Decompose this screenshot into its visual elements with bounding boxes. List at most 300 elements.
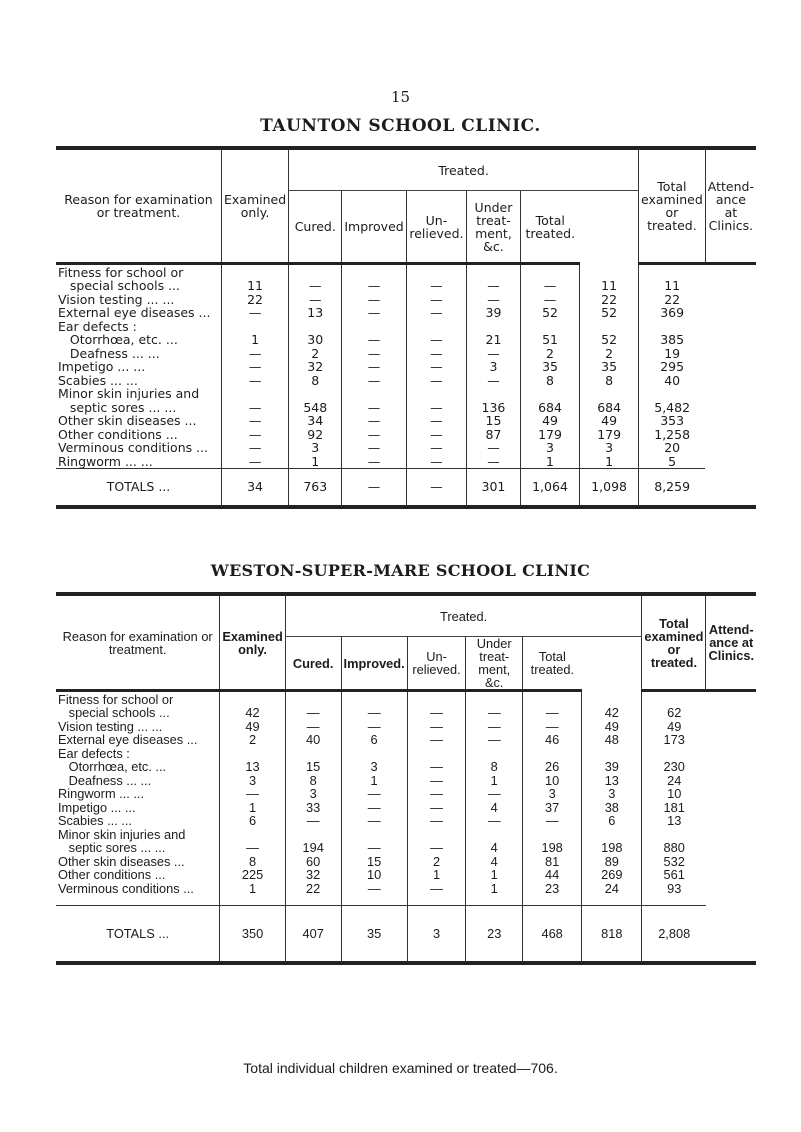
cell: 2: [580, 346, 639, 360]
cell: 10: [523, 773, 582, 787]
cell: —: [341, 719, 407, 733]
cell: 22: [639, 292, 706, 306]
cell: —: [221, 414, 288, 428]
cell: 6: [582, 814, 642, 828]
cell: 20: [639, 441, 706, 455]
header-total-treated: Total treated.: [523, 637, 582, 691]
table-row: [56, 814, 756, 828]
cell: 62: [642, 706, 706, 720]
row-reason: Scabies ... ...: [58, 372, 138, 388]
cell: —: [407, 881, 466, 895]
row-reason: Ear defects :: [58, 745, 130, 761]
cell: —: [406, 373, 466, 387]
cell: 8: [220, 854, 285, 868]
row-reason: Fitness for school or: [58, 691, 174, 707]
cell: —: [342, 360, 406, 374]
weston-clinic-title: WESTON-SUPER-MARE SCHOOL CLINIC: [210, 561, 591, 580]
table-row: [56, 719, 756, 733]
row-reason: Minor skin injuries and: [58, 386, 200, 401]
cell: 2,808: [642, 905, 706, 963]
cell: [467, 319, 521, 333]
cell: 6: [341, 733, 407, 747]
cell: 295: [639, 360, 706, 374]
cell: —: [341, 841, 407, 855]
cell: 37: [523, 800, 582, 814]
cell: [221, 264, 288, 279]
cell: 3: [341, 760, 407, 774]
cell: —: [220, 841, 285, 855]
cell: 51: [520, 333, 579, 347]
table-row: [56, 427, 756, 441]
cell: [639, 387, 706, 401]
cell: 21: [467, 333, 521, 347]
cell: 369: [639, 306, 706, 320]
cell: [342, 319, 406, 333]
cell: 225: [220, 868, 285, 882]
cell: [520, 264, 579, 279]
cell: 32: [285, 868, 341, 882]
cell: —: [406, 414, 466, 428]
cell: —: [406, 454, 466, 468]
cell: 38: [582, 800, 642, 814]
cell: 8: [580, 373, 639, 387]
cell: [220, 691, 285, 706]
taunton-body: [56, 264, 756, 469]
cell: 52: [520, 306, 579, 320]
row-reason: septic sores ... ...: [58, 399, 177, 415]
cell: 81: [523, 854, 582, 868]
cell: —: [406, 279, 466, 293]
cell: 3: [407, 905, 466, 963]
table-row: [56, 264, 756, 279]
cell: 52: [580, 306, 639, 320]
cell: 4: [466, 854, 523, 868]
cell: 136: [467, 400, 521, 414]
cell: 60: [285, 854, 341, 868]
row-reason: Other conditions ...: [58, 426, 178, 442]
table-row: [56, 773, 756, 787]
cell: —: [520, 292, 579, 306]
footer-note: Total individual children examined or treated—706.: [243, 1060, 558, 1076]
cell: [406, 387, 466, 401]
cell: 34: [221, 468, 288, 507]
row-reason: Vision testing ... ...: [58, 291, 175, 307]
cell: —: [520, 279, 579, 293]
cell: 92: [289, 427, 342, 441]
cell: 3: [285, 787, 341, 801]
cell: 35: [520, 360, 579, 374]
weston-body: [56, 691, 756, 895]
cell: —: [341, 814, 407, 828]
row-reason: Ringworm ... ...: [58, 453, 153, 469]
cell: —: [467, 292, 521, 306]
cell: 35: [580, 360, 639, 374]
table-row: [56, 760, 756, 774]
cell: 49: [580, 414, 639, 428]
cell: —: [466, 719, 523, 733]
cell: [289, 264, 342, 279]
cell: 1,064: [520, 468, 579, 507]
cell: 350: [220, 905, 285, 963]
cell: —: [407, 814, 466, 828]
cell: [406, 264, 466, 279]
cell: [582, 746, 642, 760]
cell: [582, 827, 642, 841]
cell: —: [289, 279, 342, 293]
header-under-treatment: Under treat-ment, &c.: [466, 637, 523, 691]
cell: —: [341, 881, 407, 895]
cell: —: [406, 400, 466, 414]
cell: —: [466, 787, 523, 801]
cell: —: [342, 427, 406, 441]
row-reason: Deafness ... ...: [58, 345, 160, 361]
table-row: [56, 746, 756, 760]
cell: 1: [407, 868, 466, 882]
row-reason: Ear defects :: [58, 318, 137, 334]
cell: 24: [642, 773, 706, 787]
cell: [466, 827, 523, 841]
cell: —: [221, 441, 288, 455]
table-row: [56, 346, 756, 360]
cell: —: [467, 346, 521, 360]
header-examined-only: Examined only.: [221, 148, 288, 264]
header-treated: Treated.: [289, 148, 639, 191]
table-row: [56, 319, 756, 333]
cell: [341, 746, 407, 760]
header-treated: Treated.: [285, 594, 642, 637]
cell: 46: [523, 733, 582, 747]
totals-label: TOTALS ...: [56, 905, 220, 963]
row-reason: Otorrhœa, etc. ...: [58, 759, 167, 774]
cell: —: [342, 468, 406, 507]
cell: —: [221, 427, 288, 441]
header-unrelieved: Un-relieved.: [407, 637, 466, 691]
table-row: [56, 827, 756, 841]
cell: 1,098: [580, 468, 639, 507]
cell: —: [406, 333, 466, 347]
row-reason: septic sores ... ...: [58, 840, 166, 855]
cell: 8: [520, 373, 579, 387]
cell: —: [342, 454, 406, 468]
row-reason: Ringworm ... ...: [58, 786, 145, 801]
row-reason: Other conditions ...: [58, 867, 166, 882]
cell: —: [221, 373, 288, 387]
cell: 13: [220, 760, 285, 774]
cell: —: [406, 292, 466, 306]
cell: [580, 387, 639, 401]
cell: [285, 691, 341, 706]
table-row: [56, 706, 756, 720]
cell: [520, 319, 579, 333]
cell: 13: [289, 306, 342, 320]
cell: [639, 319, 706, 333]
table-row: [56, 881, 756, 895]
cell: 1: [466, 881, 523, 895]
table-row: [56, 868, 756, 882]
cell: —: [221, 454, 288, 468]
cell: 1: [220, 800, 285, 814]
cell: —: [220, 787, 285, 801]
cell: 49: [520, 414, 579, 428]
totals-label: TOTALS ...: [56, 468, 221, 507]
cell: 13: [582, 773, 642, 787]
taunton-clinic-title: TAUNTON SCHOOL CLINIC.: [260, 116, 541, 136]
cell: 42: [220, 706, 285, 720]
cell: 1: [341, 773, 407, 787]
cell: [221, 319, 288, 333]
cell: —: [467, 441, 521, 455]
cell: [289, 387, 342, 401]
table-row: [56, 373, 756, 387]
cell: 1: [520, 454, 579, 468]
cell: —: [406, 427, 466, 441]
cell: [221, 387, 288, 401]
row-reason: Deafness ... ...: [58, 772, 152, 788]
table-row: [56, 454, 756, 468]
cell: [341, 827, 407, 841]
row-reason: Minor skin injuries and: [58, 826, 186, 842]
cell: —: [467, 373, 521, 387]
row-reason: Impetigo ... ...: [58, 359, 146, 374]
cell: —: [341, 706, 407, 720]
cell: 10: [642, 787, 706, 801]
cell: —: [221, 346, 288, 360]
cell: —: [466, 814, 523, 828]
cell: —: [342, 306, 406, 320]
cell: 198: [582, 841, 642, 855]
row-reason: Otorrhœa, etc. ...: [58, 332, 178, 347]
cell: 763: [289, 468, 342, 507]
cell: 181: [642, 800, 706, 814]
cell: [220, 746, 285, 760]
cell: [467, 264, 521, 279]
cell: 15: [285, 760, 341, 774]
cell: 49: [220, 719, 285, 733]
cell: [341, 691, 407, 706]
cell: —: [342, 279, 406, 293]
weston-clinic-table: [56, 592, 756, 965]
cell: —: [285, 719, 341, 733]
cell: —: [407, 760, 466, 774]
cell: 44: [523, 868, 582, 882]
cell: 49: [582, 719, 642, 733]
cell: —: [342, 333, 406, 347]
header-total-examined: Total examined or treated.: [639, 148, 706, 264]
row-reason: Other skin diseases ...: [58, 853, 185, 869]
cell: 301: [467, 468, 521, 507]
cell: 353: [639, 414, 706, 428]
cell: 11: [639, 279, 706, 293]
cell: [523, 746, 582, 760]
taunton-clinic-table: [56, 146, 756, 509]
cell: —: [342, 373, 406, 387]
cell: 39: [582, 760, 642, 774]
cell: [342, 264, 406, 279]
cell: —: [342, 400, 406, 414]
cell: 3: [520, 441, 579, 455]
cell: 3: [289, 441, 342, 455]
cell: 2: [520, 346, 579, 360]
cell: 93: [642, 881, 706, 895]
cell: 34: [289, 414, 342, 428]
cell: 40: [285, 733, 341, 747]
cell: 42: [582, 706, 642, 720]
cell: [580, 264, 639, 279]
cell: [642, 691, 706, 706]
cell: 4: [466, 841, 523, 855]
cell: [639, 264, 706, 279]
cell: 30: [289, 333, 342, 347]
header-total-treated: Total treated.: [520, 191, 579, 264]
cell: —: [221, 400, 288, 414]
row-reason: Other skin diseases ...: [58, 413, 197, 428]
cell: 10: [341, 868, 407, 882]
cell: 5: [639, 454, 706, 468]
cell: 87: [467, 427, 521, 441]
cell: —: [407, 706, 466, 720]
header-reason: Reason for examination or treatment.: [56, 594, 220, 691]
cell: 2: [220, 733, 285, 747]
cell: 198: [523, 841, 582, 855]
cell: 407: [285, 905, 341, 963]
cell: —: [342, 346, 406, 360]
cell: 23: [466, 905, 523, 963]
cell: 8: [466, 760, 523, 774]
table-row: [56, 279, 756, 293]
cell: —: [341, 787, 407, 801]
cell: 3: [580, 441, 639, 455]
cell: 22: [580, 292, 639, 306]
cell: 26: [523, 760, 582, 774]
cell: —: [289, 292, 342, 306]
table-row: [56, 733, 756, 747]
row-reason: Verminous conditions ...: [58, 440, 209, 455]
cell: 179: [580, 427, 639, 441]
cell: 32: [289, 360, 342, 374]
cell: 3: [467, 360, 521, 374]
cell: 48: [582, 733, 642, 747]
cell: 24: [582, 881, 642, 895]
cell: —: [285, 706, 341, 720]
cell: 13: [642, 814, 706, 828]
cell: 532: [642, 854, 706, 868]
cell: 35: [341, 905, 407, 963]
cell: 173: [642, 733, 706, 747]
cell: [407, 827, 466, 841]
cell: [406, 319, 466, 333]
table-row: [56, 333, 756, 347]
cell: 3: [582, 787, 642, 801]
cell: —: [342, 414, 406, 428]
totals-row: [56, 905, 756, 963]
cell: —: [406, 346, 466, 360]
cell: —: [467, 279, 521, 293]
table-row: [56, 400, 756, 414]
cell: [407, 691, 466, 706]
cell: [523, 827, 582, 841]
page-number: 15: [390, 88, 411, 106]
cell: 49: [642, 719, 706, 733]
cell: 1: [580, 454, 639, 468]
cell: [520, 387, 579, 401]
cell: 8: [285, 773, 341, 787]
header-improved: Improved: [342, 191, 406, 264]
table-row: [56, 800, 756, 814]
cell: —: [407, 800, 466, 814]
cell: 1: [289, 454, 342, 468]
cell: [285, 827, 341, 841]
cell: 548: [289, 400, 342, 414]
cell: —: [406, 360, 466, 374]
header-total-examined: Total examined or treated.: [642, 594, 706, 691]
cell: 23: [523, 881, 582, 895]
cell: 194: [285, 841, 341, 855]
cell: 11: [221, 279, 288, 293]
cell: 269: [582, 868, 642, 882]
cell: [466, 691, 523, 706]
header-cured: Cured.: [285, 637, 341, 691]
table-row: [56, 787, 756, 801]
row-reason: External eye diseases ...: [58, 305, 211, 320]
cell: —: [407, 719, 466, 733]
row-reason: Fitness for school or: [58, 264, 184, 280]
cell: 1: [220, 881, 285, 895]
cell: 89: [582, 854, 642, 868]
cell: [407, 746, 466, 760]
cell: —: [406, 441, 466, 455]
header-examined-only: Examined only.: [220, 594, 285, 691]
cell: —: [523, 706, 582, 720]
totals-row: [56, 468, 756, 507]
cell: —: [407, 787, 466, 801]
cell: 684: [520, 400, 579, 414]
header-under-treatment: Under treat-ment, &c.: [467, 191, 521, 264]
cell: —: [221, 360, 288, 374]
header-cured: Cured.: [289, 191, 342, 264]
cell: [220, 827, 285, 841]
table-row: [56, 360, 756, 374]
cell: 684: [580, 400, 639, 414]
cell: 880: [642, 841, 706, 855]
cell: 230: [642, 760, 706, 774]
table-row: [56, 414, 756, 428]
table-row: [56, 292, 756, 306]
cell: 2: [289, 346, 342, 360]
row-reason: Impetigo ... ...: [58, 799, 136, 815]
cell: —: [406, 306, 466, 320]
cell: 6: [220, 814, 285, 828]
cell: 52: [580, 333, 639, 347]
cell: —: [342, 441, 406, 455]
row-reason: Vision testing ... ...: [58, 718, 163, 734]
row-reason: Verminous conditions ...: [58, 880, 194, 896]
cell: —: [407, 841, 466, 855]
cell: [582, 691, 642, 706]
cell: 179: [520, 427, 579, 441]
cell: 385: [639, 333, 706, 347]
cell: 39: [467, 306, 521, 320]
table-row: [56, 691, 756, 706]
header-attendance: Attend-ance at Clinics.: [706, 594, 756, 691]
cell: —: [523, 814, 582, 828]
cell: [580, 319, 639, 333]
cell: [342, 387, 406, 401]
cell: 4: [466, 800, 523, 814]
header-reason: Reason for examination or treatment.: [56, 148, 221, 264]
cell: 15: [341, 854, 407, 868]
cell: [285, 746, 341, 760]
cell: —: [406, 468, 466, 507]
